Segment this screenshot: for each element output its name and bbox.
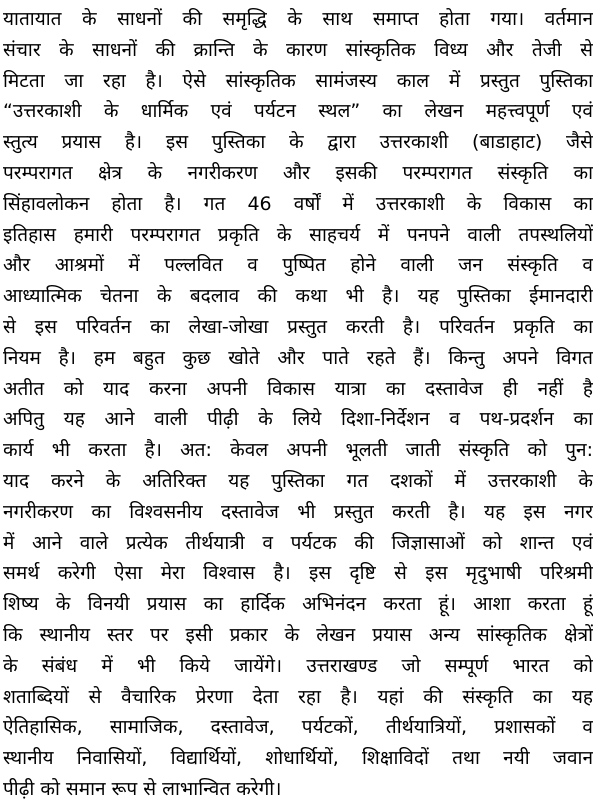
text-line: स्तुत्य प्रयास है। इस पुस्तिका के द्वारा उत्तरकाशी (बाडाहाट) जैसे xyxy=(3,131,593,154)
text-line: मिटता जा रहा है। ऐसे सांस्कृतिक सामंजस्य काल में प्रस्तुत पुस्तिका xyxy=(3,69,593,92)
text-line: याद करने के अतिरिक्त यह पुस्तिका गत दशकों में उत्तरकाशी के xyxy=(3,469,593,492)
text-line: “उत्तरकाशी के धार्मिक एवं पर्यटन स्थल” का लेखन महत्त्वपूर्ण एवं xyxy=(3,100,593,123)
text-line: से इस परिवर्तन का लेखा-जोखा प्रस्तुत करती है। परिवर्तन प्रकृति का xyxy=(3,315,593,338)
text-line: शताब्दियों से वैचारिक प्रेरणा देता रहा है। यहां की संस्कृति का यह xyxy=(3,685,593,708)
text-line: संचार के साधनों की क्रान्ति के कारण सांस्कृतिक विध्य और तेजी से xyxy=(3,38,593,61)
text-line: आध्यात्मिक चेतना के बदलाव की कथा भी है। यह पुस्तिका ईमानदारी xyxy=(3,285,593,308)
text-line: परम्परागत क्षेत्र के नगरीकरण और इसकी परम्परागत संस्कृति का xyxy=(3,161,593,184)
text-line-last: पीढ़ी को समान रूप से लाभान्वित करेगी। xyxy=(3,777,282,800)
text-line: समर्थ करेगी ऐसा मेरा विश्वास है। इस दृष्टि से इस मृदुभाषी परिश्रमी xyxy=(3,562,593,585)
text-line: इतिहास हमारी परम्परागत प्रकृति के साहचर्य में पनपने वाली तपस्थलियों xyxy=(3,223,593,246)
text-line: कि स्थानीय स्तर पर इसी प्रकार के लेखन प्रयास अन्य सांस्कृतिक क्षेत्रों xyxy=(3,623,593,646)
text-line: शिष्य के विनयी प्रयास का हार्दिक अभिनंदन करता हूं। आशा करता हूं xyxy=(3,593,593,616)
text-line: अतीत को याद करना अपनी विकास यात्रा का दस्तावेज ही नहीं है xyxy=(3,377,593,400)
text-line: स्थानीय निवासियों, विद्यार्थियों, शोधार्थियों, शिक्षाविदों तथा नयी जवान xyxy=(3,747,593,770)
text-line: और आश्रमों में पल्लवित व पुष्पित होने वाली जन संस्कृति व xyxy=(3,254,593,277)
text-line: नगरीकरण का विश्वसनीय दस्तावेज भी प्रस्तुत करती है। यह इस नगर xyxy=(3,500,593,523)
text-line: यातायात के साधनों की समृद्धि के साथ समाप्त होता गया। वर्तमान xyxy=(3,8,593,30)
text-line: में आने वाले प्रत्येक तीर्थयात्री व पर्यटक की जिज्ञासाओं को शान्त एवं xyxy=(3,531,593,554)
text-line: के संबंध में भी किये जायेंगे। उत्तराखण्ड जो सम्पूर्ण भारत को xyxy=(3,654,593,677)
text-line: अपितु यह आने वाली पीढ़ी के लिये दिशा-निर्देशन व पथ-प्रदर्शन का xyxy=(3,408,593,431)
text-line: ऐतिहासिक, सामाजिक, दस्तावेज, पर्यटकों, तीर्थयात्रियों, प्रशासकों व xyxy=(3,716,593,739)
body-paragraph xyxy=(3,4,593,805)
text-line: नियम है। हम बहुत कुछ खोते और पाते रहते हैं। किन्तु अपने विगत xyxy=(3,346,593,369)
text-line: सिंहावलोकन होता है। गत 46 वर्षों में उत्तरकाशी के विकास का xyxy=(3,192,593,215)
text-line: कार्य भी करता है। अत: केवल अपनी भूलती जाती संस्कृति को पुन: xyxy=(3,439,593,462)
